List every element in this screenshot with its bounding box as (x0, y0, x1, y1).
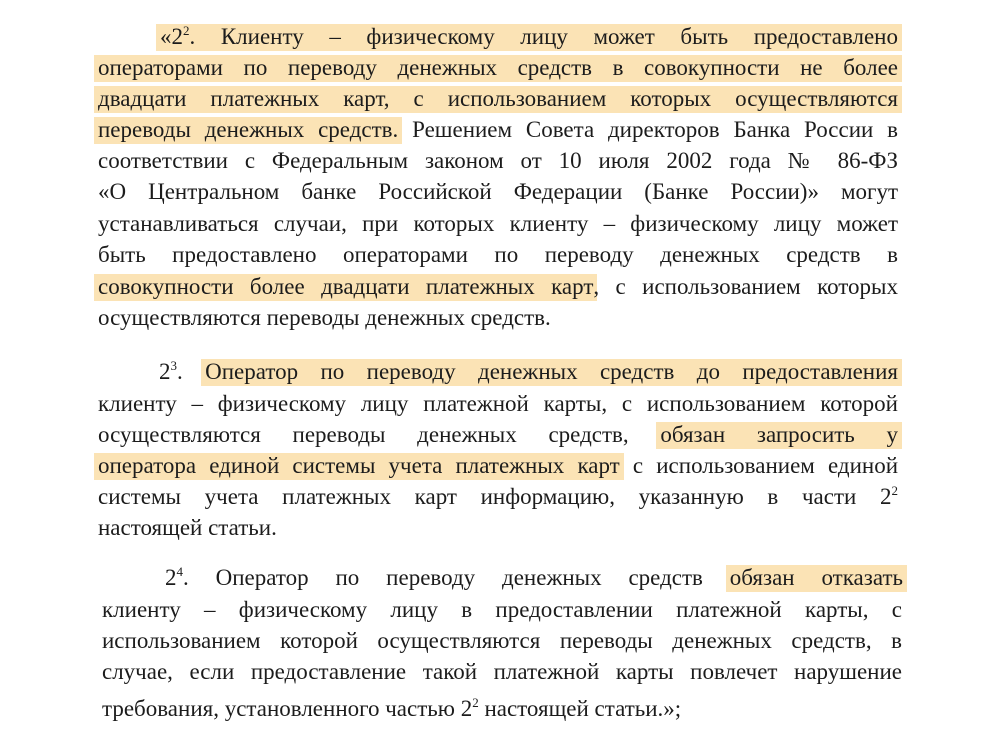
text-line: устанавливаться случаи, при которых клиенту – физическому лицу может (98, 211, 898, 236)
text-line: клиенту – физическому лицу в предоставлении платежной карты, с (102, 597, 902, 622)
text-line: соответствии с Федеральным законом от 10 июля 2002 года № 86-ФЗ (98, 148, 898, 173)
highlight: операторами по переводу денежных средств в совокупности не более (94, 55, 902, 82)
text-line (160, 22, 898, 52)
highlight: «$2^2$. Клиенту – физическому лицу может быть предоставлено (156, 24, 902, 51)
text-line: настоящей статьи. (98, 515, 277, 540)
text-line: осуществляются переводы денежных средств, обязан запросить у (98, 420, 898, 450)
highlight: оператора единой системы учета платежных карт (94, 453, 624, 480)
highlight: Оператор по переводу денежных средств до предоставления (201, 359, 902, 386)
highlight: совокупности более двадцати платежных карт (94, 274, 597, 301)
text-line: оператора единой системы учета платежных карт с использованием единой (98, 451, 898, 481)
text-line: совокупности более двадцати платежных карт, с использованием которых (98, 272, 898, 302)
text-line (98, 53, 898, 83)
text-line: «О Центральном банке Российской Федерации (Банке России)» могут (98, 179, 898, 204)
text-line: переводы денежных средств. Решением Совета директоров Банка России в (98, 115, 898, 145)
text-line: клиенту – физическому лицу платежной карты, с использованием которой (98, 391, 898, 416)
highlight: обязан отказать (726, 565, 907, 592)
highlight: двадцати платежных карт, с использованием которых осуществляются (94, 86, 902, 113)
text-line (98, 84, 898, 114)
text-line: осуществляются переводы денежных средств. (98, 305, 551, 330)
text-line: случае, если предоставление такой платежной карты повлечет нарушение (102, 659, 902, 684)
text-line: быть предоставлено операторами по переводу денежных средств в (98, 242, 898, 267)
highlight: переводы денежных средств. (94, 117, 402, 144)
text-line: системы учета платежных карт информацию, указанную в части $2^2$ (98, 483, 898, 509)
text-line: требования, установленного частью $2^2$ настоящей статьи.»; (102, 695, 682, 721)
highlight: обязан запросить у (656, 422, 902, 449)
text-line: использованием которой осуществляются переводы денежных средств, в (102, 628, 902, 653)
text-line: $2^4$. Оператор по переводу денежных средств обязан отказать (165, 563, 903, 593)
text-line: $2^3$. Оператор по переводу денежных средств до предоставления (159, 357, 898, 387)
